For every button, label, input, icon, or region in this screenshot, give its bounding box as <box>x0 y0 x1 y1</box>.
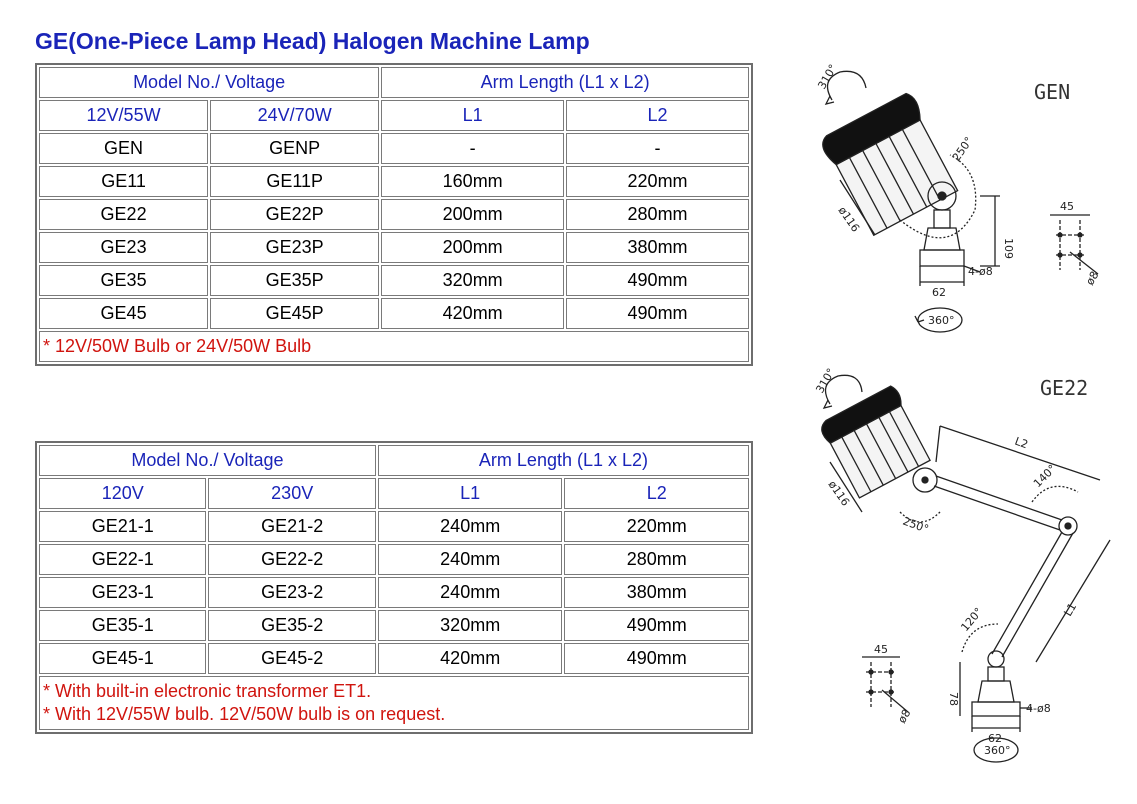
cell-l1: 420mm <box>378 643 563 674</box>
page-title: GE(One-Piece Lamp Head) Halogen Machine Lamp <box>35 28 590 54</box>
gen-lamp-drawing <box>800 60 1120 350</box>
subheader-12v: 12V/55W <box>39 100 208 131</box>
drawing-label-gen: GEN <box>1034 80 1071 104</box>
table-header-row <box>39 445 749 476</box>
dim-elbow-angle: 140° <box>1030 462 1059 491</box>
note-transformer: * With built-in electronic transformer ET1. <box>43 681 372 701</box>
header-model-voltage: Model No./ Voltage <box>39 67 379 98</box>
cell-model-230v: GE23-2 <box>208 577 375 608</box>
cell-l2: 280mm <box>566 199 749 230</box>
cell-model-230v: GE21-2 <box>208 511 375 542</box>
cell-model-12v: GE45 <box>39 298 208 329</box>
cell-model-230v: GE35-2 <box>208 610 375 641</box>
table-row <box>39 166 749 197</box>
drawing-label-ge22: GE22 <box>1040 376 1089 400</box>
cell-l1: 420mm <box>381 298 564 329</box>
dim-l2: L2 <box>1012 434 1030 452</box>
cell-model-12v: GE11 <box>39 166 208 197</box>
subheader-l2: L2 <box>564 478 749 509</box>
cell-l2: 220mm <box>566 166 749 197</box>
table-row <box>39 265 749 296</box>
dim-tilt-angle: 250° <box>949 134 976 164</box>
cell-model-24v: GE23P <box>210 232 379 263</box>
ge22-lamp-drawing <box>800 362 1125 772</box>
dim-l1: L1 <box>1061 600 1080 619</box>
cell-l2: 490mm <box>564 643 749 674</box>
cell-l1: 240mm <box>378 511 563 542</box>
cell-model-24v: GE22P <box>210 199 379 230</box>
cell-l2: 490mm <box>564 610 749 641</box>
table-row <box>39 544 749 575</box>
table-note-row <box>39 331 749 362</box>
spec-table-120v-230v <box>35 441 753 734</box>
cell-model-24v: GENP <box>210 133 379 164</box>
cell-l2: 380mm <box>564 577 749 608</box>
table-row <box>39 133 749 164</box>
table-subheader-row <box>39 478 749 509</box>
header-model-voltage: Model No./ Voltage <box>39 445 376 476</box>
dim-head-diameter: ø116 <box>825 478 853 509</box>
dim-swivel: 360° <box>984 744 1011 757</box>
cell-model-12v: GEN <box>39 133 208 164</box>
dim-hole-diameter: ø8 <box>895 707 914 726</box>
dim-mount-spacing: 45 <box>1060 200 1074 213</box>
cell-model-120v: GE21-1 <box>39 511 206 542</box>
dim-bolt-holes: 4-ø8 <box>968 265 993 278</box>
subheader-230v: 230V <box>208 478 375 509</box>
cell-l1: 240mm <box>378 544 563 575</box>
cell-model-12v: GE35 <box>39 265 208 296</box>
dim-head-diameter: ø116 <box>835 204 863 235</box>
cell-model-230v: GE45-2 <box>208 643 375 674</box>
cell-l2: 490mm <box>566 265 749 296</box>
table-note-row <box>39 676 749 730</box>
dim-base-width: 62 <box>988 732 1002 745</box>
cell-model-24v: GE11P <box>210 166 379 197</box>
spec-table-12v-24v <box>35 63 753 366</box>
cell-l2: 490mm <box>566 298 749 329</box>
subheader-l2: L2 <box>566 100 749 131</box>
cell-l1: 200mm <box>381 199 564 230</box>
dim-mount-spacing: 45 <box>874 643 888 656</box>
cell-l2: 280mm <box>564 544 749 575</box>
table-row <box>39 511 749 542</box>
cell-model-120v: GE35-1 <box>39 610 206 641</box>
cell-l1: 200mm <box>381 232 564 263</box>
cell-model-24v: GE45P <box>210 298 379 329</box>
table-row <box>39 643 749 674</box>
cell-model-120v: GE45-1 <box>39 643 206 674</box>
dim-rotation: 310° <box>815 62 840 92</box>
subheader-l1: L1 <box>381 100 564 131</box>
dim-bolt-holes: 4-ø8 <box>1026 702 1051 715</box>
dim-base-height: 78 <box>947 692 960 706</box>
header-arm-length: Arm Length (L1 x L2) <box>381 67 749 98</box>
cell-l1: 320mm <box>378 610 563 641</box>
table-header-row <box>39 67 749 98</box>
dim-rotation: 310° <box>813 366 838 396</box>
cell-l1: 320mm <box>381 265 564 296</box>
table-row <box>39 610 749 641</box>
cell-model-12v: GE23 <box>39 232 208 263</box>
dim-hole-diameter: ø8 <box>1083 269 1102 288</box>
table-row <box>39 577 749 608</box>
cell-model-24v: GE35P <box>210 265 379 296</box>
cell-model-230v: GE22-2 <box>208 544 375 575</box>
cell-l2: 380mm <box>566 232 749 263</box>
cell-l1: 160mm <box>381 166 564 197</box>
cell-l1: - <box>381 133 564 164</box>
dim-head-tilt: 250° <box>900 514 931 536</box>
table-subheader-row <box>39 100 749 131</box>
note-bulb: * With 12V/55W bulb. 12V/50W bulb is on request. <box>43 704 446 724</box>
subheader-120v: 120V <box>39 478 206 509</box>
cell-l2: - <box>566 133 749 164</box>
table-notes <box>39 676 749 730</box>
cell-l1: 240mm <box>378 577 563 608</box>
dim-swivel: 360° <box>928 314 955 327</box>
cell-l2: 220mm <box>564 511 749 542</box>
subheader-l1: L1 <box>378 478 563 509</box>
cell-model-12v: GE22 <box>39 199 208 230</box>
cell-model-120v: GE23-1 <box>39 577 206 608</box>
dim-base-width: 62 <box>932 286 946 299</box>
cell-model-120v: GE22-1 <box>39 544 206 575</box>
table-note: * 12V/50W Bulb or 24V/50W Bulb <box>39 331 749 362</box>
dim-base-angle: 120° <box>958 605 986 634</box>
dim-height: 109 <box>1002 238 1015 259</box>
table-row <box>39 298 749 329</box>
table-row <box>39 232 749 263</box>
subheader-24v: 24V/70W <box>210 100 379 131</box>
header-arm-length: Arm Length (L1 x L2) <box>378 445 749 476</box>
table-row <box>39 199 749 230</box>
